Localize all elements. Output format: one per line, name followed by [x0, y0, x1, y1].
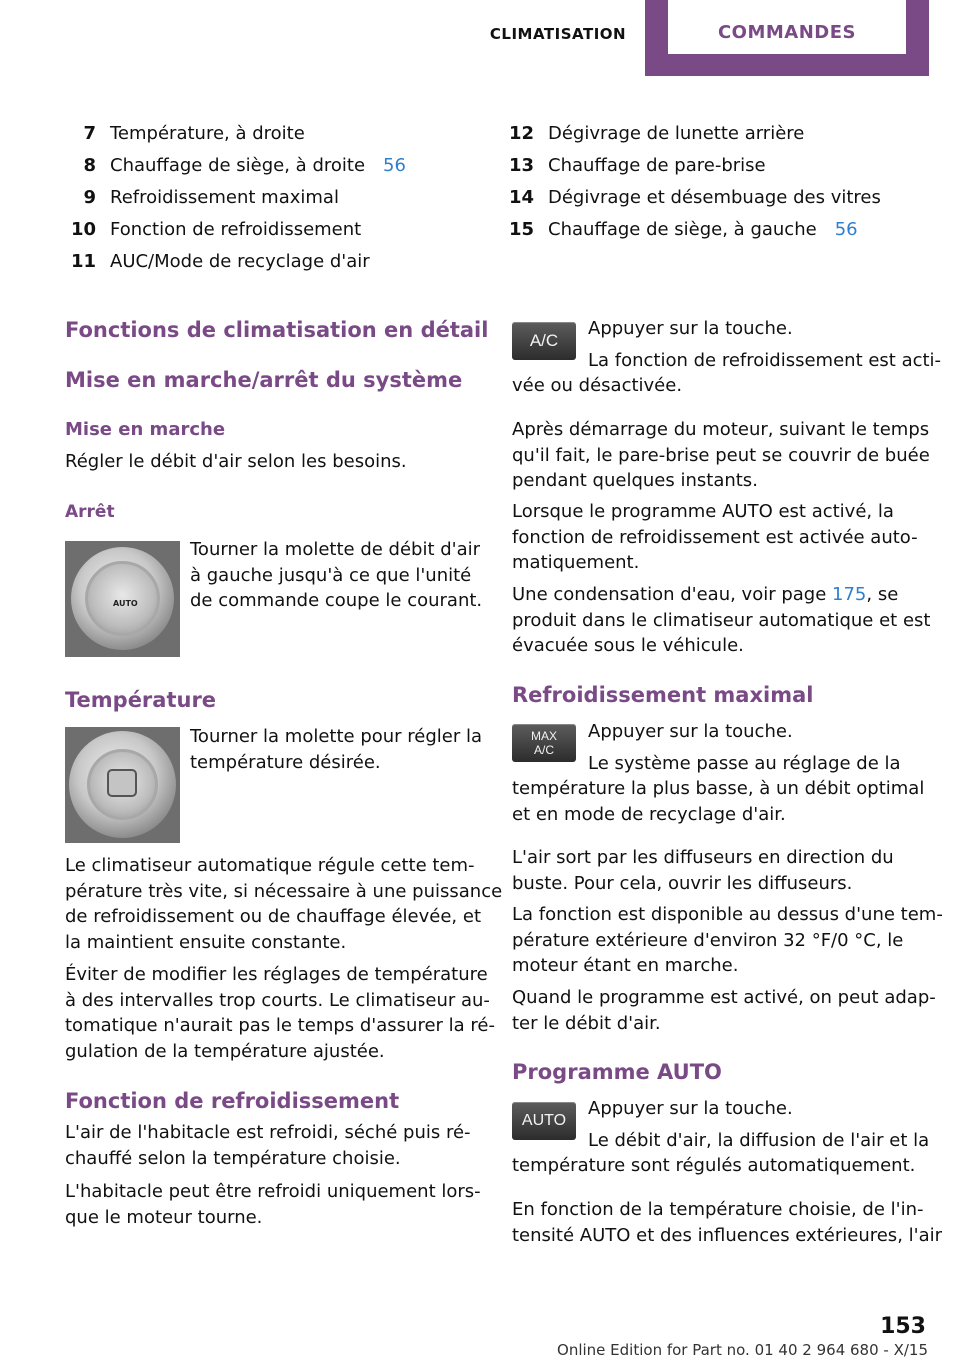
auto-button-icon: AUTO [512, 1102, 576, 1140]
section-heading: Fonctions de climatisation en détail [65, 318, 489, 342]
section-tab-label[interactable]: COMMANDES [668, 0, 906, 54]
legend-item: 8 Chauffage de siège, à droite 56 [83, 154, 406, 176]
legend-item: 14 Dégivrage et désembuage des vitres [508, 186, 881, 208]
paragraph: température la plus basse, à un débit optimal et en mode de recyclage d'air. [512, 778, 925, 825]
paragraph: Le débit d'air, la diffusion de l'air et la [588, 1130, 930, 1151]
paragraph: Après démarrage du moteur, suivant le temps qu'il fait, le pare-brise peut se couvrir de buée pendant quelques instants. [512, 419, 930, 491]
paragraph: Éviter de modifier les réglages de température à des intervalles trop courts. Le climatiseur au- tomatique n'aurait pas le temps d'assurer la ré- gulation de la température ajustée. [65, 964, 495, 1062]
paragraph: La fonction de refroidissement est acti- [588, 350, 942, 371]
paragraph: Appuyer sur la touche. [588, 318, 793, 339]
ac-button-icon: A/C [512, 322, 576, 360]
minor-heading: Arrêt [65, 502, 115, 522]
paragraph: Le système passe au réglage de la [588, 753, 901, 774]
paragraph: Régler le débit d'air selon les besoins. [65, 451, 407, 472]
paragraph: Le climatiseur automatique régule cette tem- pérature très vite, si nécessaire à une puissance de refroidissement ou de chauffage élevée, et la maintient ensuite constante. [65, 855, 503, 953]
paragraph: L'habitacle peut être refroidi uniquement lors- que le moteur tourne. [65, 1181, 481, 1228]
subsection-heading: Programme AUTO [512, 1060, 722, 1084]
temperature-knob-image [65, 727, 180, 843]
paragraph: température sont régulés automatiquement. [512, 1155, 916, 1176]
legend-item: 11 AUC/Mode de recyclage d'air [70, 250, 370, 272]
subsection-heading: Fonction de refroidissement [65, 1089, 400, 1113]
paragraph: L'air sort par les diffuseurs en direction du buste. Pour cela, ouvrir les diffuseurs. [512, 847, 894, 894]
legend-item: 13 Chauffage de pare-brise [508, 154, 766, 176]
paragraph: En fonction de la température choisie, de l'in- tensité AUTO et des influences extérieures, l'air [512, 1199, 943, 1246]
legend-list-right [503, 117, 881, 245]
paragraph: Tourner la molette pour régler la température désirée. [190, 726, 483, 773]
legend-item: 7 Température, à droite [83, 122, 305, 144]
legend-list-left [65, 117, 406, 277]
legend-item: 10 Fonction de refroidissement [70, 218, 362, 240]
subsection-heading: Refroidissement maximal [512, 683, 814, 707]
paragraph: Quand le programme est activé, on peut adap- ter le débit d'air. [512, 987, 936, 1034]
knob-auto-label: AUTO [113, 599, 138, 608]
page-ref-link[interactable]: 56 [834, 218, 858, 240]
page-number: 153 [880, 1314, 926, 1339]
legend-item: 9 Refroidissement maximal [83, 186, 339, 208]
paragraph: La fonction est disponible au dessus d'une tem- pérature extérieure d'environ 32 °F/0 °C, le moteur étant en marche. [512, 904, 943, 976]
minor-heading: Mise en marche [65, 419, 226, 440]
paragraph: L'air de l'habitacle est refroidi, séché puis ré- chauffé selon la température choisie. [65, 1122, 471, 1169]
chapter-title: CLIMATISATION [489, 25, 627, 43]
paragraph: vée ou désactivée. [512, 375, 683, 396]
paragraph: Tourner la molette de débit d'air à gauche jusqu'à ce que l'unité de commande coupe le courant. [190, 539, 483, 611]
paragraph: Lorsque le programme AUTO est activé, la fonction de refroidissement est activée auto- matiquement. [512, 501, 918, 573]
max-ac-button-icon: MAX A/C [512, 724, 576, 762]
paragraph: Appuyer sur la touche. [588, 1098, 793, 1119]
subsection-heading: Mise en marche/arrêt du système [65, 368, 463, 392]
footer-edition: Online Edition for Part no. 01 40 2 964 680 - X/15 [557, 1341, 928, 1359]
airflow-knob-image [65, 541, 180, 657]
page-ref-link[interactable]: 175 [832, 584, 867, 605]
subsection-heading: Température [65, 688, 217, 712]
page-ref-link[interactable]: 56 [383, 154, 406, 176]
paragraph: Appuyer sur la touche. [588, 721, 793, 742]
paragraph: Une condensation d'eau, voir page 175, se produit dans le climatiseur automatique et est évacuée sous le véhicule. [512, 584, 931, 656]
legend-item: 12 Dégivrage de lunette arrière [508, 122, 805, 144]
legend-item: 15 Chauffage de siège, à gauche 56 [508, 218, 858, 240]
knob-display-icon [107, 769, 137, 797]
